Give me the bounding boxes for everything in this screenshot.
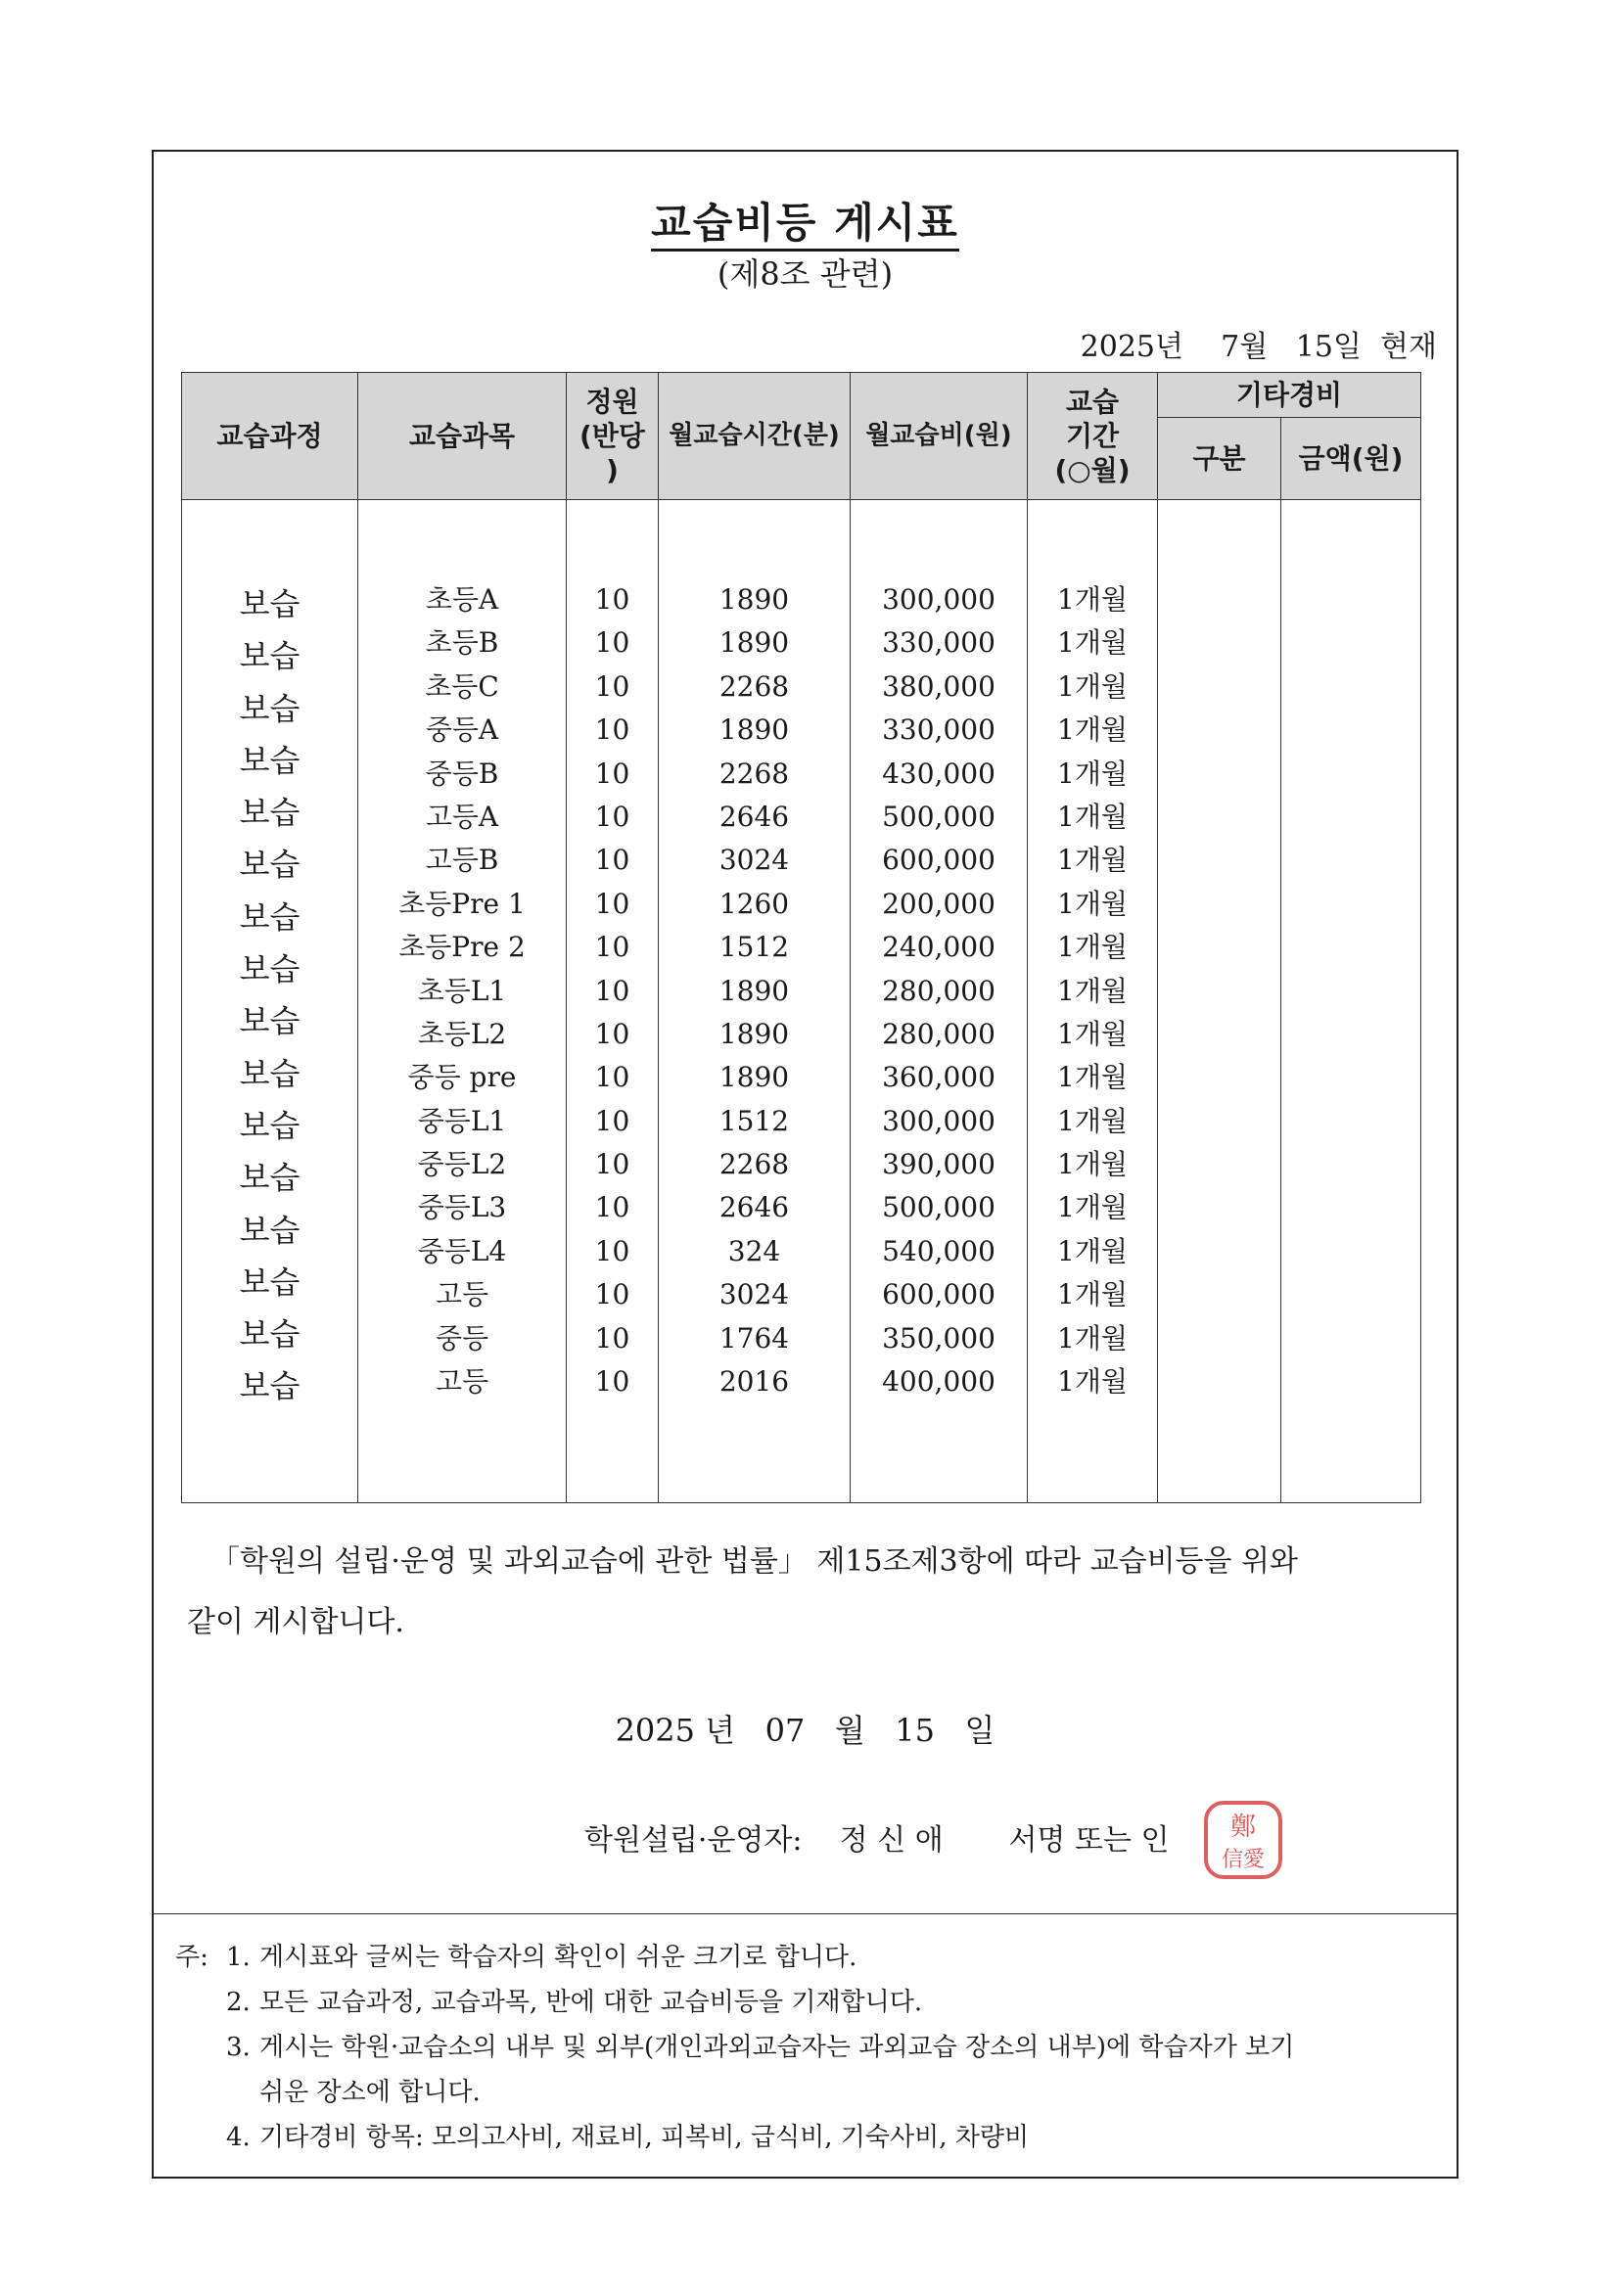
subject-cell: 고등 — [435, 1278, 489, 1311]
capacity-cell: 10 — [594, 1061, 630, 1094]
period-cell: 1개월 — [1057, 844, 1128, 877]
statement-line-2: 같이 게시합니다. — [187, 1605, 404, 1639]
period-cell: 1개월 — [1057, 1191, 1128, 1224]
minutes-cell: 2646 — [718, 800, 790, 833]
minutes-cell: 1764 — [718, 1321, 790, 1355]
fee-cell: 280,000 — [882, 974, 995, 1007]
minutes-cell: 1260 — [718, 887, 790, 920]
capacity-cell: 10 — [594, 800, 630, 833]
fee-cell: 330,000 — [882, 626, 995, 660]
fee-cell: 200,000 — [882, 887, 995, 920]
period-cell: 1개월 — [1057, 800, 1128, 833]
subject-cell: 중등 pre — [407, 1061, 517, 1094]
subject-cell: 초등L2 — [417, 1017, 507, 1050]
document-subtitle: (제8조 관련) — [717, 255, 894, 293]
period-cell: 1개월 — [1057, 974, 1128, 1007]
capacity-cell: 10 — [594, 1365, 630, 1399]
minutes-cell: 1890 — [718, 1017, 790, 1050]
capacity-cell: 10 — [594, 1191, 630, 1224]
signer-label: 학원설립·운영자: — [584, 1823, 803, 1858]
subject-cell: 중등A — [425, 713, 499, 747]
subject-column — [358, 500, 567, 1503]
note-item: 주: 1. 게시표와 글씨는 학습자의 확인이 쉬운 크기로 합니다. — [175, 1935, 1438, 1980]
capacity-cell: 10 — [594, 1321, 630, 1355]
header-other-expenses: 기타경비 — [1158, 373, 1421, 418]
period-cell: 1개월 — [1057, 1278, 1128, 1311]
minutes-cell: 1890 — [718, 583, 790, 616]
subject-cell: 고등A — [425, 800, 499, 833]
period-cell: 1개월 — [1057, 583, 1128, 616]
course-cell: 보습 — [239, 637, 301, 675]
minutes-cell: 1512 — [718, 931, 790, 964]
note-item: 3. 게시는 학원·교습소의 내부 및 외부(개인과외교습자는 과외교습 장소의 내부)에 학습자가 보기 — [226, 2033, 1295, 2062]
course-cell: 보습 — [239, 1159, 301, 1197]
minutes-cell: 1890 — [718, 626, 790, 660]
sign-or-seal-label: 서명 또는 인 — [1008, 1823, 1170, 1858]
fee-cell: 400,000 — [882, 1365, 995, 1399]
course-cell: 보습 — [239, 1211, 301, 1249]
capacity-cell: 10 — [594, 1148, 630, 1181]
period-cell: 1개월 — [1057, 713, 1128, 747]
course-cell: 보습 — [239, 1106, 301, 1144]
fee-table — [181, 372, 1421, 1503]
fee-cell: 300,000 — [882, 583, 995, 616]
signer-line — [584, 1815, 1169, 1859]
note-item: 2. 모든 교습과정, 교습과목, 반에 대한 교습비등을 기재합니다. — [226, 1988, 923, 2017]
fee-cell: 500,000 — [882, 800, 995, 833]
course-column — [182, 500, 358, 1503]
subject-cell: 초등C — [425, 669, 499, 703]
capacity-cell: 10 — [594, 583, 630, 616]
subject-cell: 중등B — [425, 757, 499, 790]
fee-cell: 600,000 — [882, 844, 995, 877]
fee-cell: 280,000 — [882, 1017, 995, 1050]
capacity-cell: 10 — [594, 757, 630, 790]
course-cell: 보습 — [239, 1315, 301, 1354]
capacity-cell: 10 — [594, 887, 630, 920]
period-cell: 1개월 — [1057, 1017, 1128, 1050]
minutes-cell: 2016 — [718, 1365, 790, 1399]
subject-cell: 초등L1 — [417, 974, 507, 1007]
period-cell: 1개월 — [1057, 887, 1128, 920]
capacity-column — [567, 500, 659, 1503]
header-period: 교습 기간 (○월) — [1028, 373, 1158, 500]
fee-cell: 600,000 — [882, 1278, 995, 1311]
fee-cell: 380,000 — [882, 669, 995, 703]
minutes-cell: 1890 — [718, 1061, 790, 1094]
header-course: 교습과정 — [182, 373, 358, 500]
notes-divider — [154, 1913, 1457, 1914]
period-cell: 1개월 — [1057, 931, 1128, 964]
subject-cell: 초등Pre 2 — [398, 931, 526, 964]
notice-form — [152, 150, 1458, 2179]
capacity-cell: 10 — [594, 1278, 630, 1311]
minutes-cell: 1512 — [718, 1104, 790, 1137]
as-of-date: 2025년 7월 15일 현재 — [1080, 330, 1437, 364]
capacity-cell: 10 — [594, 626, 630, 660]
minutes-cell: 1890 — [718, 974, 790, 1007]
period-cell: 1개월 — [1057, 1321, 1128, 1355]
notes-section — [175, 1935, 1438, 2160]
course-cell: 보습 — [239, 950, 301, 988]
subject-cell: 초등B — [425, 626, 499, 660]
header-subject: 교습과목 — [358, 373, 567, 500]
header-monthly-fee: 월교습비(원) — [851, 373, 1028, 500]
header-monthly-minutes: 월교습시간(분) — [659, 373, 851, 500]
subject-cell: 고등B — [425, 844, 499, 877]
document-title: 교습비등 게시표 — [154, 191, 1457, 250]
subject-cell: 초등A — [425, 583, 499, 616]
minutes-cell: 2268 — [718, 757, 790, 790]
period-cell: 1개월 — [1057, 1104, 1128, 1137]
signer-name: 정 신 애 — [839, 1823, 944, 1858]
fee-cell: 330,000 — [882, 713, 995, 747]
minutes-cell: 1890 — [718, 713, 790, 747]
capacity-cell: 10 — [594, 1234, 630, 1267]
course-cell: 보습 — [239, 846, 301, 884]
course-cell: 보습 — [239, 1002, 301, 1040]
subject-cell: 중등 — [435, 1321, 489, 1355]
fee-cell: 350,000 — [882, 1321, 995, 1355]
capacity-cell: 10 — [594, 844, 630, 877]
statement-line-1: 「학원의 설립·운영 및 과외교습에 관한 법률」 제15조제3항에 따라 교습비등을 위와 — [210, 1544, 1299, 1579]
course-cell: 보습 — [239, 1054, 301, 1092]
fee-cell: 300,000 — [882, 1104, 995, 1137]
capacity-cell: 10 — [594, 669, 630, 703]
period-cell: 1개월 — [1057, 669, 1128, 703]
capacity-cell: 10 — [594, 1104, 630, 1137]
minutes-cell: 3024 — [718, 844, 790, 877]
period-column — [1028, 500, 1158, 1503]
header-other-type: 구분 — [1158, 418, 1281, 500]
course-cell: 보습 — [239, 741, 301, 779]
capacity-cell: 10 — [594, 931, 630, 964]
period-cell: 1개월 — [1057, 1148, 1128, 1181]
course-cell: 보습 — [239, 1367, 301, 1405]
minutes-cell: 2646 — [718, 1191, 790, 1224]
minutes-column — [659, 500, 851, 1503]
capacity-cell: 10 — [594, 713, 630, 747]
minutes-cell: 3024 — [718, 1278, 790, 1311]
period-cell: 1개월 — [1057, 626, 1128, 660]
minutes-cell: 2268 — [718, 1148, 790, 1181]
course-cell: 보습 — [239, 689, 301, 727]
subject-cell: 중등L1 — [417, 1104, 507, 1137]
period-cell: 1개월 — [1057, 757, 1128, 790]
period-cell: 1개월 — [1057, 1061, 1128, 1094]
fee-cell: 240,000 — [882, 931, 995, 964]
period-cell: 1개월 — [1057, 1365, 1128, 1399]
subject-cell: 중등L2 — [417, 1148, 507, 1181]
minutes-cell: 2268 — [718, 669, 790, 703]
minutes-cell: 324 — [727, 1234, 781, 1267]
header-capacity: 정원 (반당 ) — [567, 373, 659, 500]
note-item: 4. 기타경비 항목: 모의고사비, 재료비, 피복비, 급식비, 기숙사비, 차량비 — [226, 2123, 1030, 2152]
fee-cell: 540,000 — [882, 1234, 995, 1267]
course-cell: 보습 — [239, 794, 301, 832]
subject-cell: 고등 — [435, 1365, 489, 1399]
svg-text:信愛: 信愛 — [1221, 1848, 1266, 1872]
subject-cell: 초등Pre 1 — [398, 887, 526, 920]
subject-cell: 중등L3 — [417, 1191, 507, 1224]
legal-statement — [187, 1532, 1420, 1653]
note-item: 쉬운 장소에 합니다. — [259, 2078, 481, 2107]
capacity-cell: 10 — [594, 974, 630, 1007]
fee-cell: 360,000 — [882, 1061, 995, 1094]
header-other-amount: 금액(원) — [1281, 418, 1421, 500]
other-amount-column — [1281, 500, 1421, 1503]
notes-label: 주: — [175, 1943, 208, 1972]
course-cell: 보습 — [239, 897, 301, 936]
signature-date: 2025 년 07 월 15 일 — [615, 1712, 995, 1749]
capacity-cell: 10 — [594, 1017, 630, 1050]
fee-cell: 500,000 — [882, 1191, 995, 1224]
red-seal-stamp — [1201, 1798, 1285, 1882]
fee-cell: 430,000 — [882, 757, 995, 790]
subject-cell: 중등L4 — [417, 1234, 507, 1267]
svg-text:鄭: 鄭 — [1229, 1813, 1257, 1842]
period-cell: 1개월 — [1057, 1234, 1128, 1267]
other-type-column — [1158, 500, 1281, 1503]
fee-cell: 390,000 — [882, 1148, 995, 1181]
fee-column — [851, 500, 1028, 1503]
course-cell: 보습 — [239, 585, 301, 622]
course-cell: 보습 — [239, 1263, 301, 1301]
